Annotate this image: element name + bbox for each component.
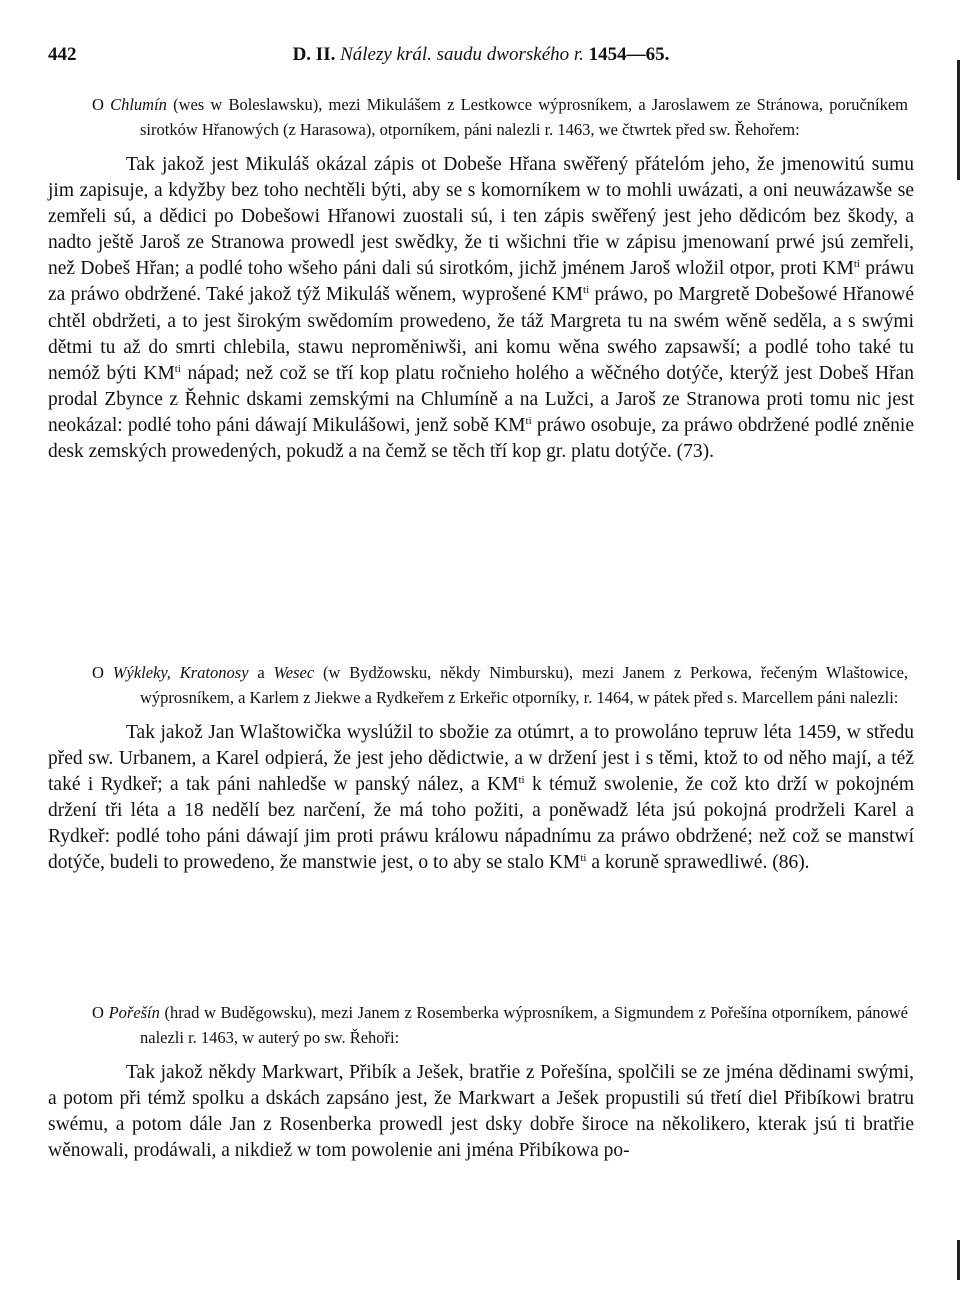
section-body: Tak jakož někdy Markwart, Přibík a Ješek, bratřie z Pořešína, spolčili se ze jména dědinami swými, a potom při témž spolku a dskách zapsáno jest, že Markwart a Ješek propustili sú třetí diel Přibíkowi bratru swému, a potom dále Jan z Rosenberka prowedl jest dsky dobře široce na několikero, kterak jsú ti bratřie wěnowali, prodáwali, a nikdiež w tom powolenie ani jména Přibíkowa po- [48,1062,914,1162]
running-title-italic: Nálezy král. saudu dworského r. [340,44,584,65]
place-name: Pořešín [108,1003,160,1022]
section-body: Tak jakož jest Mikuláš okázal zápis ot Dobeše Hřana swěřený přátelóm jeho, že jmenowitú sumu jim zapisuje, a kdyžby bez toho nechtěli býti, aby se s komorníkem w to mohli uwázati, a oni neuwázawše se zemřeli sú, a dědici po Dobešowi Hřanowi zuostali sú, i ten zápis swěřený jest jeho dědicóm bez škody, a nadto ještě Jaroš ze Stranowa prowedl jest swědky, že ti wšichni třie w zápisu jmenowaní prwé jsú zemřeli, než Dobeš Hřan; a podlé toho wšeho páni dali sú sirotkóm, jichž jménem Jaroš wložil otpor, proti $KM^{ti}$ práwu za práwo obdržené. Také jakož týž Mikuláš wěnem, wyprošené $KM^{ti}$ práwo, po Margretě Dobešowé Hřanowé chtěl obdržeti, a to jest širokým swědomím prowedeno, že táž Margreta tu na swém wěně seděla, a s swými dětmi tu až do smrti chlebila, stawu neproměniwši, ani komu wěna swého zapsawší; a podlé toho také tu nemóž býti $KM^{ti}$ nápad; než což se tří kop platu ročnieho holého a wěčného dotýče, kterýž jest Dobeš Hřan prodal Zbynce z Řehnic dskami zemskými na Chlumíně a na Lužci, a Jaroš ze Stranowa proti tomu nic jest neokázal: podlé toho páni dáwají Mikulášowi, jenž sobě $KM^{ti}$ práwo osobuje, za práwo obdržené podlé zněnie desk zemských prowedených, pokudž a na čemž se těch tří kop gr. platu dotýče. (73). [48,154,915,463]
section-heading: O Pořešín (hrad w Buděgowsku), mezi Janem z Rosemberka wýprosníkem, a Sigmundem z Pořešína otporníkem, pánowé nalezli r. 1463, w auterý po sw. Řehoři: [92,1003,909,1047]
place-name: Chlumín [110,95,167,114]
running-title-years: 1454—65. [588,44,670,65]
place-name-2: Wesec [273,663,315,682]
running-title [48,44,914,66]
section-chlumin [48,92,914,465]
section-wykleky [48,660,914,877]
place-name: Wýkleky, Kratonosy [112,663,249,682]
page-number: 442 [48,44,77,65]
section-poresin [48,1000,914,1164]
section-body: Tak jakož Jan Wlaštowička wyslúžil to sbožie za otúmrt, a to prowoláno tepruw léta 1459, w středu před sw. Urbanem, a Karel odpierá, že jest jeho dědictwie, a w držení jest i s těmi, ktož to od něho mají, a též také i Rydkeř; a tak páni nahledše w panský nález, a $KM^{ti}$ k témuž swolenie, že což kto drží w pokojném držení tři léta a 18 nedělí bez narčení, že má toho požiti, a poněwadž léta jsú pokojná prodrželi Karel a Rydkeř: podlé toho páni dáwají jim proti práwu králowu nápadnímu za práwo obdržené; než což se manstwí dotýče, budeli to prowedeno, že manstwie jest, o to aby se stalo $KM^{ti}$ a koruně sprawedliwé. (86). [48,722,915,874]
running-title-part: D. II. [292,44,336,65]
running-head [48,44,914,70]
section-heading: O Chlumín (wes w Boleslawsku), mezi Mikulášem z Lestkowce wýprosníkem, a Jaroslawem ze Stránowa, poručníkem sirotków Hřanowých (z Harasowa), otporníkem, páni nalezli r. 1463, we čtwrtek před sw. Řehořem: [92,95,909,139]
section-heading: O Wýkleky, Kratonosy a Wesec (w Bydžowsku, někdy Nimbursku), mezi Janem z Perkowa, řečeným Wlaštowice, wýprosníkem, a Karlem z Jiekwe a Rydkeřem z Erkeřic otporníky, r. 1464, w pátek před s. Marcellem páni nalezli: [92,663,909,707]
